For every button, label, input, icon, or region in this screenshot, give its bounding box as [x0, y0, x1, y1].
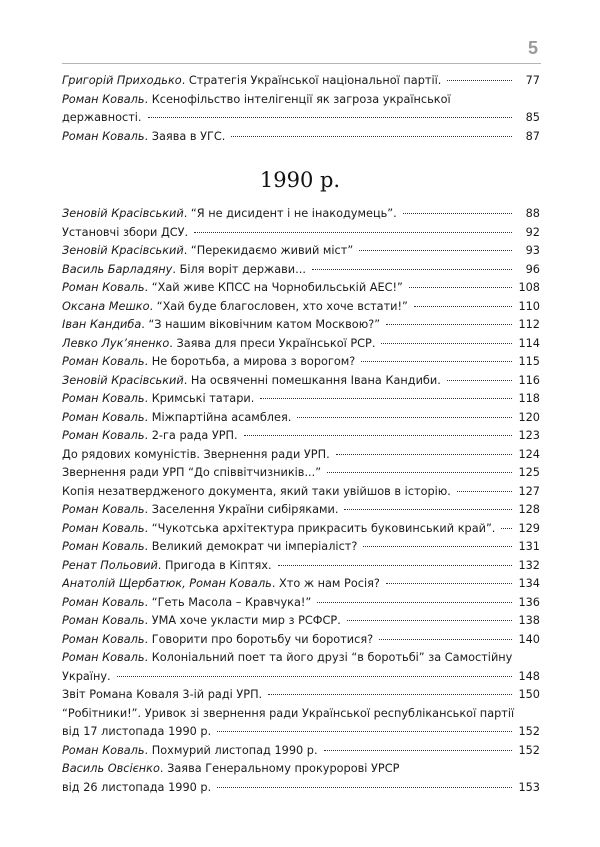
dot-leader [381, 343, 512, 344]
entry-row [62, 557, 540, 576]
entry-row [62, 261, 540, 280]
toc-section-top [62, 72, 540, 146]
entry-title: Колоніальний поет та його друзі “в боротьбі” за Самостійну [151, 651, 513, 664]
toc-entry [62, 520, 540, 539]
entry-page-number: 77 [525, 74, 540, 87]
entry-author: Роман Коваль [62, 429, 145, 442]
entry-page-number: 115 [518, 355, 540, 368]
entry-page-number: 152 [518, 725, 540, 738]
entry-text: Зеновій Красівський. “Я не дисидент і не інакодумець”. [62, 207, 397, 220]
entry-first-line: Роман Коваль. Ксенофільство інтелігенції як загроза української [62, 92, 451, 106]
entry-text: Роман Коваль. Говорити про боротьбу чи боротися? [62, 632, 374, 646]
dot-leader [244, 435, 512, 436]
entry-first-line: Василь Овсієнко. Заява Генеральному прокуророві УРСР [62, 762, 400, 775]
entry-text: Ренат Польовий. Пригода в Кіптях. [62, 558, 272, 572]
entry-title: УМА хоче укласти мир з РСФСР. [151, 614, 341, 627]
entry-text [62, 464, 321, 483]
entry-row [62, 372, 540, 391]
dot-leader [457, 491, 512, 492]
entry-text [62, 446, 330, 465]
dot-leader [231, 136, 512, 137]
toc-entry [62, 649, 540, 686]
entry-row [62, 205, 540, 224]
entry-text: Роман Коваль. “Геть Масола – Кравчука!” [62, 595, 312, 609]
entry-title: Пригода в Кіптях. [164, 558, 272, 572]
entry-page-number: 88 [525, 207, 540, 220]
toc-entry [62, 446, 540, 465]
entry-title: “Робітники!”. Уривок зі звернення ради Української республіканської партії [62, 706, 515, 720]
entry-text: Роман Коваль. УМА хоче укласти мир з РСФСР. [62, 614, 341, 627]
toc-entry [62, 91, 540, 128]
entry-page-number: 131 [518, 540, 540, 553]
entry-text: Оксана Мешко. “Хай буде благословен, хто хоче встати!” [62, 299, 408, 313]
toc-entry [62, 242, 540, 261]
entry-page-number: 152 [518, 743, 540, 757]
entry-row [62, 224, 540, 243]
entry-text [62, 109, 142, 128]
entry-title: Говорити про боротьбу чи боротися? [151, 632, 374, 646]
entry-author: Василь Барладяну [62, 262, 173, 276]
dot-leader [379, 639, 512, 640]
entry-row [62, 464, 540, 483]
toc-entry [62, 128, 540, 147]
entry-author: Зеновій Красівський [62, 207, 184, 220]
header-rule [62, 63, 541, 64]
entry-row [62, 446, 540, 465]
entry-author: Левко Лук’яненко [62, 336, 170, 350]
entry-page-number: 124 [518, 447, 540, 461]
entry-page-number: 87 [525, 129, 540, 143]
entry-author: Роман Коваль [62, 410, 145, 424]
entry-author: Зеновій Красівський [62, 244, 184, 257]
entry-text: Зеновій Красівський. На освяченні помешкання Івана Кандиби. [62, 373, 441, 387]
dot-leader [409, 287, 512, 288]
entry-text: Роман Коваль. Похмурий листопад 1990 р. [62, 743, 318, 757]
toc-entry [62, 279, 540, 298]
entry-author: Роман Коваль [62, 540, 145, 553]
entry-title: Не боротьба, а мирова з ворогом? [151, 355, 356, 368]
dot-leader [347, 620, 512, 621]
entry-page-number: 118 [518, 392, 540, 405]
entry-row [62, 483, 540, 502]
entry-title: Звіт Романа Коваля 3-ій раді УРП. [62, 688, 263, 701]
entry-text: Роман Коваль. “Хай живе КПСС на Чорнобильській АЕС!” [62, 281, 403, 294]
entry-page-number: 129 [518, 521, 540, 535]
entry-text [62, 224, 188, 243]
dot-leader [363, 546, 512, 547]
entry-page-number: 85 [525, 111, 540, 124]
entry-title: 2-га рада УРП. [151, 429, 238, 442]
entry-row [62, 316, 540, 335]
entry-title: “Перекидаємо живий міст” [190, 244, 354, 257]
entry-title: Ксенофільство інтелігенції як загроза української [151, 92, 451, 106]
entry-row [62, 538, 540, 557]
dot-leader [327, 472, 512, 473]
entry-author: Зеновій Красівський [62, 373, 184, 387]
entry-text: Роман Коваль. 2-га рада УРП. [62, 429, 238, 442]
entry-title: Заява для преси Української РСР. [176, 336, 376, 350]
toc-entry [62, 705, 540, 742]
dot-leader [268, 694, 512, 695]
entry-title: “Геть Масола – Кравчука!” [151, 595, 312, 609]
entry-row [62, 686, 540, 705]
entry-author: Роман Коваль [62, 632, 145, 646]
entry-page-number: 114 [518, 336, 540, 350]
entry-author: Василь Овсієнко [62, 762, 160, 775]
toc-entry [62, 409, 540, 428]
toc-entry [62, 686, 540, 705]
entry-title: Копія незатвердженого документа, який таки увійшов в історію. [62, 484, 451, 498]
entry-row [62, 501, 540, 520]
dot-leader [194, 232, 512, 233]
entry-page-number: 120 [518, 410, 540, 424]
toc-entry [62, 353, 540, 372]
entry-text: Роман Коваль. Не боротьба, а мирова з ворогом? [62, 355, 356, 368]
entry-row [62, 72, 540, 91]
entry-row [62, 353, 540, 372]
entry-text: Григорій Приходько. Стратегія Української національної партії. [62, 74, 442, 87]
entry-text: Роман Коваль. Заселення України сибіряками. [62, 503, 339, 516]
dot-leader [403, 213, 512, 214]
entry-title: Звернення ради УРП “До співвітчизників...” [62, 466, 322, 479]
entry-text [62, 779, 211, 798]
entry-author: Ренат Польовий [62, 558, 158, 572]
toc-entry [62, 298, 540, 317]
entry-title: від 17 листопада 1990 р. [62, 725, 212, 738]
entry-row [62, 390, 540, 409]
entry-page-number: 127 [518, 484, 540, 498]
dot-leader [336, 454, 512, 455]
entry-page-number: 112 [518, 318, 540, 331]
entry-row [62, 242, 540, 261]
entry-text [62, 686, 262, 705]
entry-page-number: 128 [518, 503, 540, 516]
entry-author: Анатолій Щербатюк, Роман Коваль [62, 577, 272, 590]
entry-text [62, 668, 111, 687]
entry-author: Роман Коваль [62, 355, 145, 368]
entry-page-number: 132 [518, 558, 540, 572]
entry-text: Василь Барладяну. Біля воріт держави... [62, 262, 306, 276]
entry-row [62, 520, 540, 539]
entry-author: Іван Кандиба [62, 318, 142, 331]
dot-leader [278, 565, 512, 566]
entry-row [62, 335, 540, 354]
entry-title: “Чукотська архітектура прикрасить буковинський край”. [151, 521, 496, 535]
toc-entry [62, 575, 540, 594]
toc-entry [62, 538, 540, 557]
dot-leader [344, 509, 512, 510]
dot-leader [217, 731, 512, 732]
entry-row [62, 279, 540, 298]
entry-title: Стратегія Української національної партії. [188, 74, 442, 87]
entry-row [62, 575, 540, 594]
entry-author: Роман Коваль [62, 92, 145, 106]
dot-leader [447, 380, 512, 381]
entry-title: Кримські татари. [151, 392, 255, 405]
entry-title: Установчі збори ДСУ. [62, 225, 189, 239]
entry-author: Григорій Приходько [62, 74, 182, 87]
entry-row [62, 779, 540, 798]
entry-page-number: 150 [518, 688, 540, 701]
entry-title: Хто ж нам Росія? [279, 577, 380, 590]
entry-title: Заява в УГС. [151, 129, 226, 143]
entry-row [62, 427, 540, 446]
toc-entry [62, 261, 540, 280]
entry-title: державності. [62, 111, 142, 124]
toc-entry [62, 372, 540, 391]
entry-first-line [62, 705, 540, 724]
entry-author: Роман Коваль [62, 281, 145, 294]
entry-page-number: 134 [518, 577, 540, 590]
entry-author: Роман Коваль [62, 614, 145, 627]
dot-leader [312, 269, 512, 270]
entry-text: Роман Коваль. Великий демократ чи імперіаліст? [62, 540, 358, 553]
entry-page-number: 138 [518, 614, 540, 627]
entry-page-number: 123 [518, 429, 540, 442]
dot-leader [359, 250, 512, 251]
toc-entry [62, 224, 540, 243]
entry-title: “Хай буде благословен, хто хоче встати!” [156, 299, 408, 313]
entry-text: Роман Коваль. Заява в УГС. [62, 129, 226, 143]
toc-entry [62, 72, 540, 91]
entry-author: Роман Коваль [62, 595, 145, 609]
year-heading: 1990 р. [259, 168, 341, 192]
entry-title: Україну. [62, 669, 111, 683]
entry-text: Роман Коваль. Міжпартійна асамблея. [62, 410, 292, 424]
entry-page-number: 110 [518, 299, 540, 313]
dot-leader [217, 787, 512, 788]
toc-entry [62, 742, 540, 761]
entry-row [62, 723, 540, 742]
entry-page-number: 125 [518, 466, 540, 479]
entry-page-number: 153 [518, 780, 540, 794]
entry-author: Роман Коваль [62, 743, 145, 757]
entry-title: Великий демократ чи імперіаліст? [151, 540, 358, 553]
entry-first-line: Роман Коваль. Колоніальний поет та його друзі “в боротьбі” за Самостійну [62, 651, 513, 664]
entry-page-number: 140 [518, 632, 540, 646]
entry-title: “З нашим віковічним катом Москвою?” [148, 318, 381, 331]
dot-leader [317, 602, 512, 603]
entry-author: Роман Коваль [62, 503, 145, 516]
entry-text: Роман Коваль. Кримські татари. [62, 392, 255, 405]
entry-title: До рядових комуністів. Звернення ради УРП. [62, 447, 330, 461]
entry-title: Заява Генеральному прокуророві УРСР [167, 762, 400, 775]
entry-row [62, 409, 540, 428]
entry-row [62, 128, 540, 147]
entry-page-number: 92 [525, 225, 540, 239]
dot-leader [447, 80, 512, 81]
toc-entry [62, 335, 540, 354]
entry-text [62, 483, 451, 502]
entry-title: “Я не дисидент і не інакодумець”. [190, 207, 397, 220]
entry-title: Біля воріт держави... [179, 262, 306, 276]
entry-text: Зеновій Красівський. “Перекидаємо живий міст” [62, 244, 354, 257]
entry-title: На освяченні помешкання Івана Кандиби. [190, 373, 441, 387]
entry-row [62, 298, 540, 317]
entry-author: Роман Коваль [62, 392, 145, 405]
entry-page-number: 116 [518, 373, 540, 387]
dot-leader [386, 583, 512, 584]
entry-title: Міжпартійна асамблея. [151, 410, 292, 424]
entry-title: “Хай живе КПСС на Чорнобильській АЕС!” [151, 281, 403, 294]
entry-page-number: 93 [525, 244, 540, 257]
dot-leader [260, 398, 512, 399]
dot-leader [501, 528, 512, 529]
dot-leader [297, 417, 512, 418]
entry-text: Іван Кандиба. “З нашим віковічним катом Москвою?” [62, 318, 381, 331]
entry-row [62, 594, 540, 613]
entry-row [62, 109, 540, 128]
entry-page-number: 148 [518, 669, 540, 683]
entry-author: Роман Коваль [62, 129, 145, 143]
toc-entry [62, 594, 540, 613]
dot-leader [148, 117, 512, 118]
toc-entry [62, 390, 540, 409]
toc-entry [62, 612, 540, 631]
entry-author: Роман Коваль [62, 651, 145, 664]
entry-text: Роман Коваль. “Чукотська архітектура прикрасить буковинський край”. [62, 521, 496, 535]
toc-entry [62, 464, 540, 483]
entry-text: Левко Лук’яненко. Заява для преси Української РСР. [62, 336, 376, 350]
entry-title: Заселення України сибіряками. [151, 503, 339, 516]
entry-page-number: 108 [518, 281, 540, 294]
entry-row [62, 668, 540, 687]
toc-entry [62, 205, 540, 224]
toc-entry [62, 760, 540, 797]
entry-text [62, 723, 211, 742]
entry-title: Похмурий листопад 1990 р. [151, 743, 318, 757]
dot-leader [117, 676, 512, 677]
toc-entry [62, 631, 540, 650]
toc-section-1990 [62, 205, 540, 797]
toc-entry [62, 316, 540, 335]
dot-leader [361, 361, 512, 362]
entry-author: Роман Коваль [62, 521, 145, 535]
dot-leader [324, 750, 512, 751]
entry-row [62, 742, 540, 761]
toc-entry [62, 427, 540, 446]
toc-entry [62, 501, 540, 520]
entry-author: Оксана Мешко [62, 299, 150, 313]
dot-leader [386, 324, 512, 325]
entry-text: Анатолій Щербатюк, Роман Коваль. Хто ж нам Росія? [62, 577, 380, 590]
page-number: 5 [527, 38, 538, 58]
entry-page-number: 96 [525, 262, 540, 276]
entry-row [62, 612, 540, 631]
toc-entry [62, 483, 540, 502]
entry-row [62, 631, 540, 650]
entry-page-number: 136 [518, 595, 540, 609]
toc-entry [62, 557, 540, 576]
entry-title: від 26 листопада 1990 р. [62, 780, 212, 794]
dot-leader [414, 306, 512, 307]
